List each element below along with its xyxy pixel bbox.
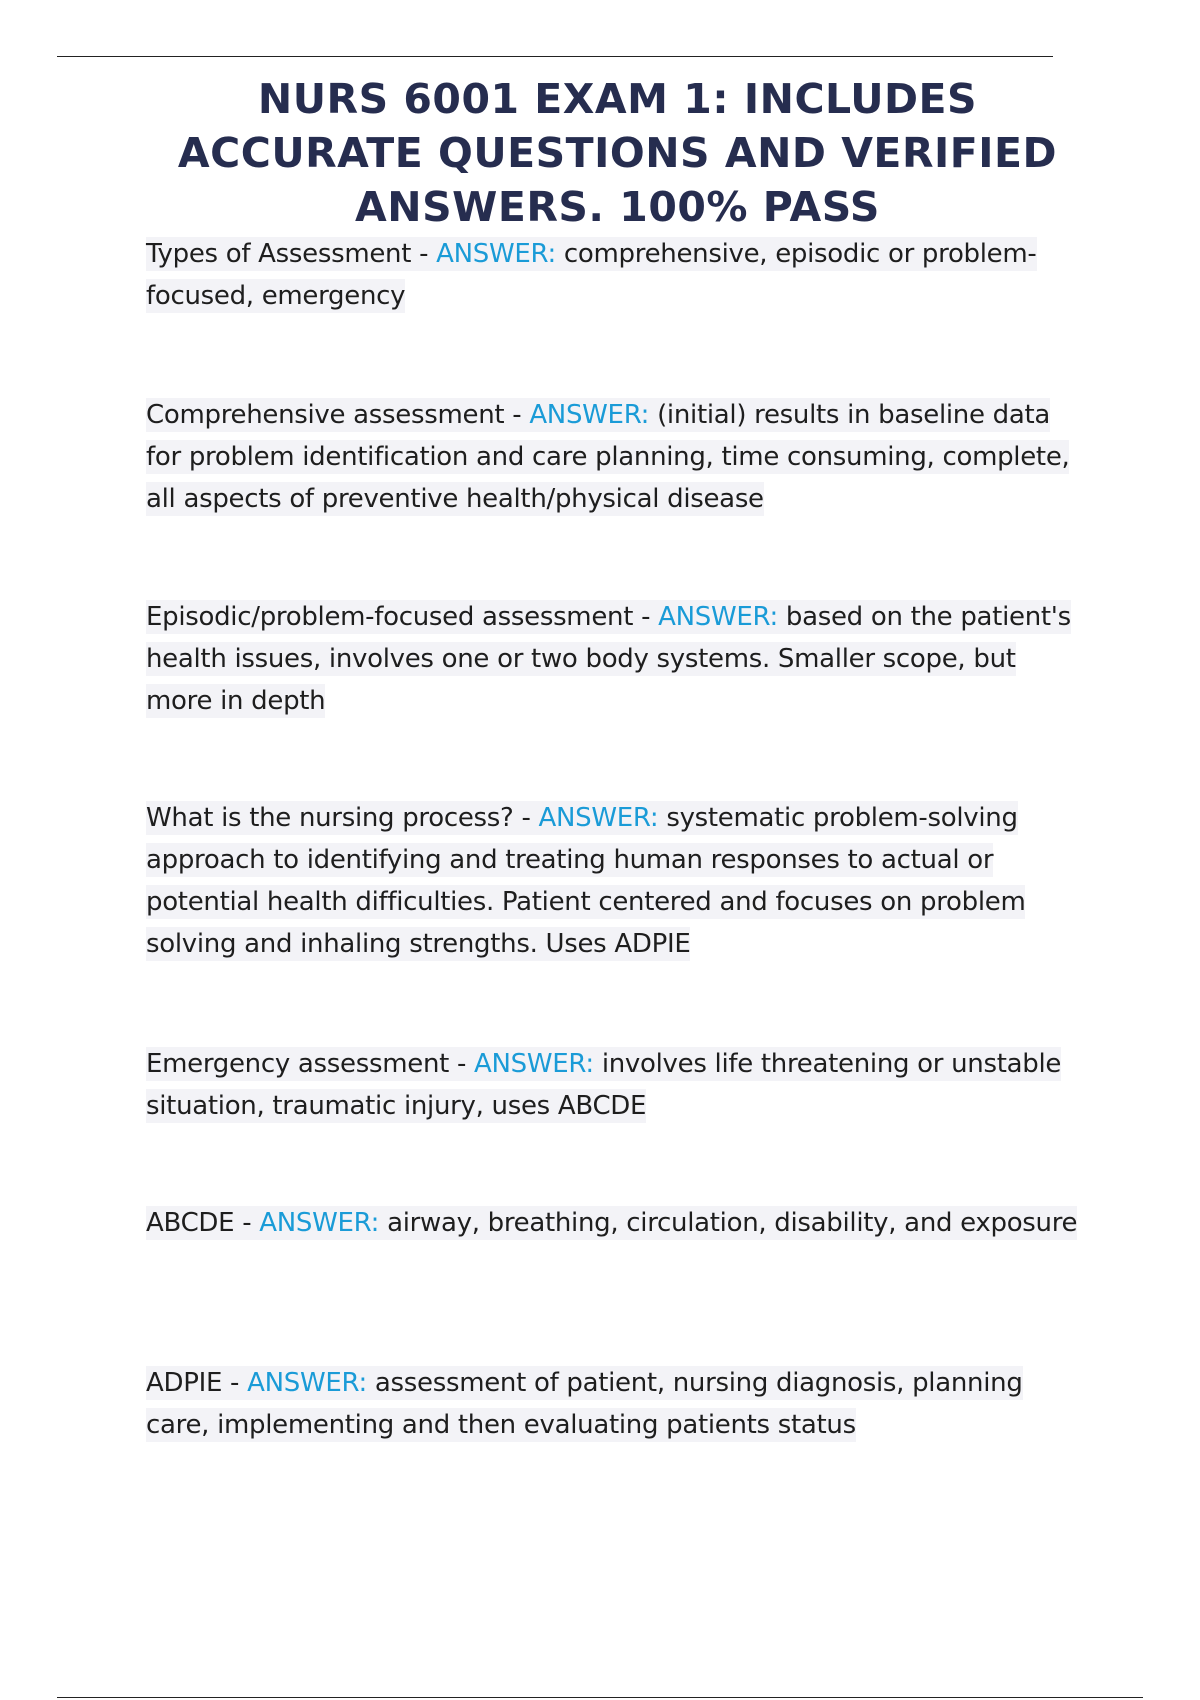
qa-separator: - xyxy=(504,400,530,430)
answer-label: ANSWER: xyxy=(529,400,650,430)
answer-label: ANSWER: xyxy=(538,803,659,833)
qa-answer: comprehensive, episodic or problem-focused, emergency xyxy=(146,239,1037,311)
qa-separator: - xyxy=(222,1368,248,1398)
answer-label: ANSWER: xyxy=(259,1208,380,1238)
qa-separator: - xyxy=(234,1208,260,1238)
bottom-divider xyxy=(57,1697,1143,1698)
qa-separator: - xyxy=(449,1049,475,1079)
qa-answer: based on the patient's health issues, involves one or two body systems. Smaller scope, but more in depth xyxy=(146,602,1071,716)
qa-item xyxy=(146,797,1086,965)
qa-term: Episodic/problem-focused assessment xyxy=(146,602,634,632)
qa-item xyxy=(146,596,1086,722)
answer-label: ANSWER: xyxy=(436,239,556,269)
answer-label: ANSWER: xyxy=(474,1049,594,1079)
qa-answer: (initial) results in baseline data for problem identification and care planning, time consuming, complete, all aspects of preventive health/physical disease xyxy=(146,400,1070,514)
qa-answer: assessment of patient, nursing diagnosis, planning care, implementing and then evaluating patients status xyxy=(146,1368,1023,1440)
qa-separator: - xyxy=(633,602,659,632)
qa-item xyxy=(146,1043,1086,1127)
qa-answer: airway, breathing, circulation, disability, and exposure xyxy=(387,1208,1078,1238)
qa-term: ABCDE xyxy=(146,1208,235,1238)
qa-term: What is the nursing process? xyxy=(146,803,514,833)
qa-item xyxy=(146,233,1086,317)
qa-item xyxy=(146,1202,1086,1244)
answer-label: ANSWER: xyxy=(658,602,778,632)
qa-answer: systematic problem-solving approach to identifying and treating human responses to actual or potential health difficulties. Patient centered and focuses on problem solving and inhaling strengths. Uses ADPIE xyxy=(146,803,1026,959)
qa-item xyxy=(146,1362,1086,1446)
top-divider xyxy=(57,56,1053,57)
qa-answer: involves life threatening or unstable situation, traumatic injury, uses ABCDE xyxy=(146,1049,1062,1121)
qa-term: Comprehensive assessment xyxy=(146,400,505,430)
document-title: NURS 6001 EXAM 1: INCLUDES ACCURATE QUESTIONS AND VERIFIED ANSWERS. 100% PASS xyxy=(177,75,1058,231)
answer-label: ANSWER: xyxy=(247,1368,367,1398)
qa-term: Emergency assessment xyxy=(146,1049,450,1079)
qa-term: ADPIE xyxy=(146,1368,223,1398)
qa-item xyxy=(146,394,1086,520)
qa-term: Types of Assessment xyxy=(146,239,412,269)
qa-separator: - xyxy=(411,239,437,269)
qa-separator: - xyxy=(513,803,539,833)
